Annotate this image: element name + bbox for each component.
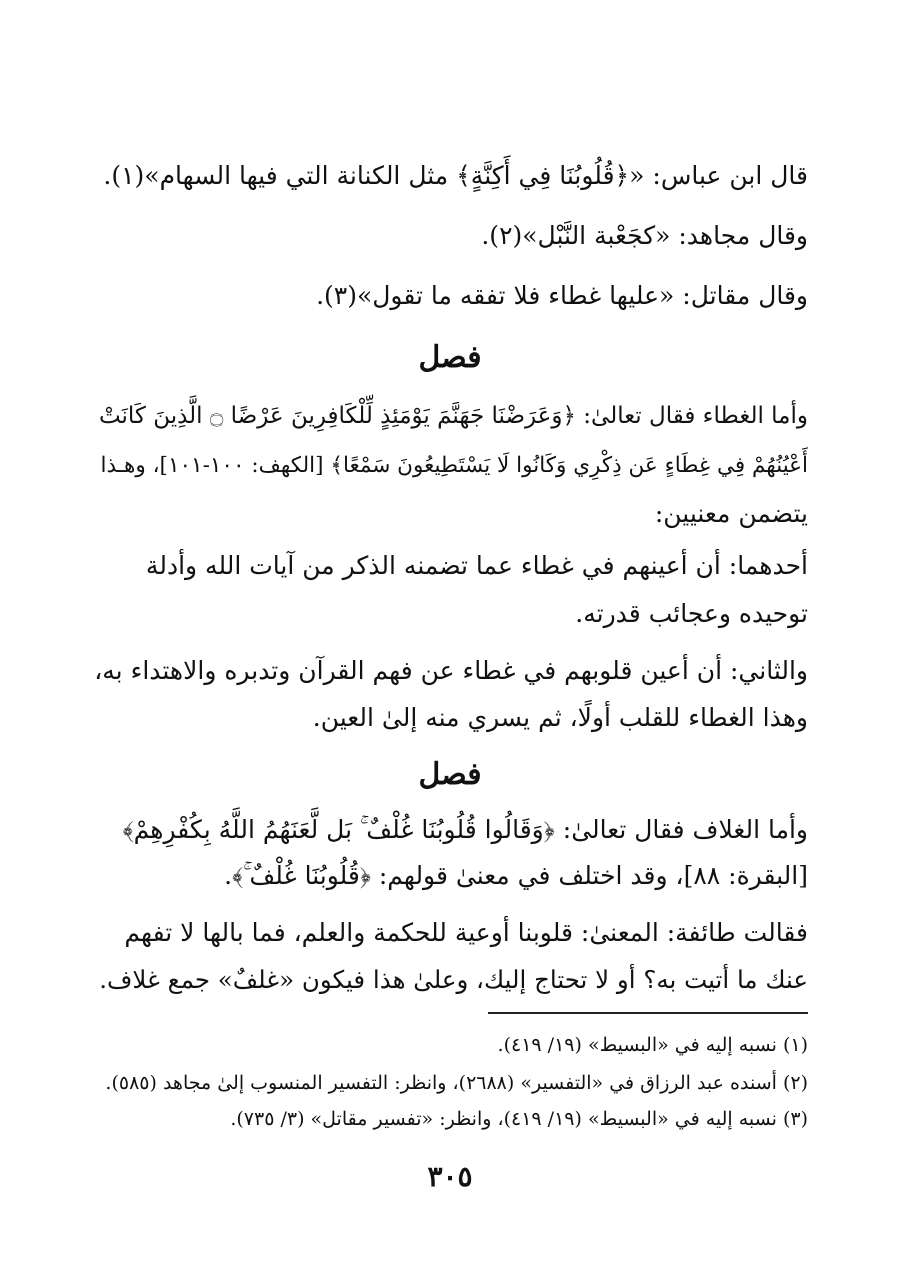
text-line: [البقرة: ٨٨]، وقد اختلف في معنىٰ قولهم: ﴿قُلُوبُنَا غُلْفٌ ۚ﴾. <box>224 861 808 890</box>
text-line: أحدهما: أن أعينهم في غطاء عما تضمنه الذكر من آيات الله وأدلة <box>145 551 808 580</box>
text-line: وهذا الغطاء للقلب أولًا، ثم يسري منه إلىٰ العين. <box>312 703 808 732</box>
text-line: وقال مجاهد: «كجَعْبة النَّبْل»(٢). <box>481 221 808 250</box>
page-number: ٣٠٥ <box>427 1160 473 1193</box>
text-line: والثاني: أن أعين قلوبهم في غطاء عن فهم القرآن وتدبره والاهتداء به، <box>94 656 808 685</box>
text-line: توحيده وعجائب قدرته. <box>575 599 808 628</box>
text-line: وأما الغطاء فقال تعالىٰ: ﴿وَعَرَضْنَا جَهَنَّمَ يَوْمَئِذٍ لِّلْكَافِرِينَ عَرْضًا ۝ الَّذِينَ كَانَتْ <box>98 403 808 429</box>
footnote: (١) نسبه إليه في «البسيط» (١٩/ ٤١٩). <box>497 1034 808 1056</box>
section-heading: فصل <box>418 340 482 375</box>
text-line: يتضمن معنيين: <box>654 499 808 528</box>
section-heading: فصل <box>418 757 482 792</box>
text-line: قال ابن عباس: «﴿قُلُوبُنَا فِي أَكِنَّةٍ﴾ مثل الكنانة التي فيها السهام»(١). <box>103 161 808 190</box>
text-line: أَعْيُنُهُمْ فِي غِطَاءٍ عَن ذِكْرِي وَكَانُوا لَا يَسْتَطِيعُونَ سَمْعًا﴾ [الكهف: ١٠٠-١٠١]، وهـذا <box>100 453 808 478</box>
text-line: وقال مقاتل: «عليها غطاء فلا تفقه ما تقول»(٣). <box>316 281 808 310</box>
footnote: (٣) نسبه إليه في «البسيط» (١٩/ ٤١٩)، وانظر: «تفسير مقاتل» (٣/ ٧٣٥). <box>230 1108 808 1130</box>
text-line: فقالت طائفة: المعنىٰ: قلوبنا أوعية للحكمة والعلم، فما بالها لا تفهم <box>124 918 808 947</box>
text-line: عنك ما أتيت به؟ أو لا تحتاج إليك، وعلىٰ هذا فيكون «غلفٌ» جمع غلاف. <box>99 965 808 994</box>
text-line: وأما الغلاف فقال تعالىٰ: ﴿وَقَالُوا قُلُوبُنَا غُلْفٌ ۚ بَل لَّعَنَهُمُ اللَّهُ بِكُفْرِهِمْ﴾ <box>122 815 808 844</box>
footnote: (٢) أسنده عبد الرزاق في «التفسير» (٢٦٨٨)، وانظر: التفسير المنسوب إلىٰ مجاهد (٥٨٥). <box>105 1072 808 1094</box>
footnote-divider <box>488 1012 808 1014</box>
